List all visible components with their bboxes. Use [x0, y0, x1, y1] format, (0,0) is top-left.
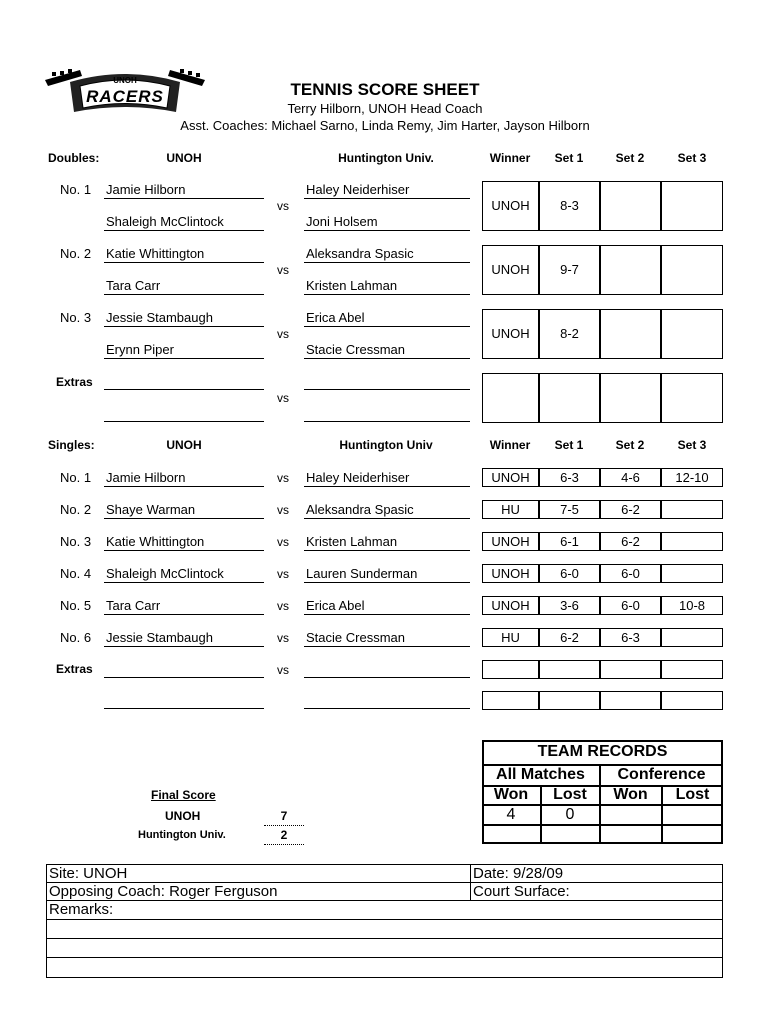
- vs-label: vs: [277, 631, 289, 645]
- row-number: No. 1: [60, 182, 92, 197]
- row-number: No. 1: [60, 470, 92, 485]
- player-unoh: Katie Whittington: [106, 534, 205, 549]
- vs-label: vs: [277, 391, 289, 405]
- all-won-value: 4: [506, 806, 516, 823]
- page-title: TENNIS SCORE SHEET: [290, 80, 480, 99]
- row-number: No. 3: [60, 534, 92, 549]
- conf-won-label: Won: [613, 786, 648, 803]
- vs-label: vs: [277, 471, 289, 485]
- set1-cell: 8-2: [560, 325, 579, 341]
- logo-text-top: UNOH: [113, 76, 137, 85]
- player-opp-b: Joni Holsem: [306, 214, 378, 229]
- opposing-coach-field: Opposing Coach: Roger Ferguson: [49, 883, 278, 900]
- vs-label: vs: [277, 503, 289, 517]
- conf-lost-label: Lost: [675, 786, 710, 803]
- winner-cell: UNOH: [491, 598, 530, 613]
- winner-cell: UNOH: [491, 261, 530, 277]
- row-number: No. 6: [60, 630, 92, 645]
- doubles-col-set1: Set 1: [554, 151, 584, 165]
- player-unoh: Shaye Warman: [106, 502, 196, 517]
- remarks-field: Remarks:: [49, 901, 114, 918]
- doubles-col-set2: Set 2: [615, 151, 645, 165]
- singles-col-set3: Set 3: [677, 438, 707, 452]
- singles-team2: Huntington Univ: [339, 438, 433, 452]
- set2-cell: 6-0: [621, 598, 640, 613]
- set1-cell: 6-1: [560, 534, 579, 549]
- player-opp: Kristen Lahman: [306, 534, 398, 549]
- player-unoh: Jamie Hilborn: [106, 470, 186, 485]
- winner-cell: UNOH: [491, 325, 530, 341]
- doubles-team1: UNOH: [166, 151, 202, 165]
- site-field: Site: UNOH: [49, 865, 128, 882]
- date-field: Date: 9/28/09: [473, 865, 564, 882]
- set1-cell: 6-0: [560, 566, 579, 581]
- row-number: No. 2: [60, 502, 92, 517]
- court-surface-field: Court Surface:: [473, 883, 570, 900]
- final-score2: 2: [280, 828, 288, 842]
- set1-cell: 6-2: [560, 630, 579, 645]
- winner-cell: HU: [501, 502, 520, 517]
- final-team2: Huntington Univ.: [138, 829, 226, 841]
- extras-label: Extras: [56, 375, 93, 389]
- doubles-col-winner: Winner: [489, 151, 531, 165]
- set2-cell: 6-2: [621, 534, 640, 549]
- player-opp: Aleksandra Spasic: [306, 502, 414, 517]
- player-opp-a: Erica Abel: [306, 310, 365, 325]
- vs-label: vs: [277, 535, 289, 549]
- logo-text-main: RACERS: [86, 87, 164, 106]
- row-number: No. 3: [60, 310, 92, 325]
- set1-cell: 9-7: [560, 261, 579, 277]
- player-unoh: Tara Carr: [106, 598, 161, 613]
- player-unoh: Shaleigh McClintock: [106, 566, 224, 581]
- winner-cell: UNOH: [491, 566, 530, 581]
- winner-cell: HU: [501, 630, 520, 645]
- head-coach: Terry Hilborn, UNOH Head Coach: [287, 101, 483, 116]
- doubles-label: Doubles:: [48, 151, 100, 165]
- set2-cell: 6-0: [621, 566, 640, 581]
- player-opp-a: Aleksandra Spasic: [306, 246, 414, 261]
- player-opp: Erica Abel: [306, 598, 365, 613]
- player-opp-b: Kristen Lahman: [306, 278, 398, 293]
- row-number: No. 4: [60, 566, 92, 581]
- set3-cell: 12-10: [675, 470, 709, 485]
- all-won-label: Won: [493, 786, 529, 803]
- singles-team1: UNOH: [166, 438, 202, 452]
- final-score1: 7: [280, 809, 288, 823]
- row-number: No. 5: [60, 598, 92, 613]
- row-number: No. 2: [60, 246, 92, 261]
- player-unoh-b: Erynn Piper: [106, 342, 174, 357]
- all-lost-label: Lost: [553, 786, 587, 803]
- singles-col-set2: Set 2: [615, 438, 645, 452]
- set2-cell: 6-2: [621, 502, 640, 517]
- set2-cell: 6-3: [621, 630, 640, 645]
- all-lost-value: 0: [565, 806, 575, 823]
- vs-label: vs: [277, 567, 289, 581]
- set1-cell: 3-6: [560, 598, 579, 613]
- player-opp: Stacie Cressman: [306, 630, 405, 645]
- singles-label: Singles:: [48, 438, 95, 452]
- winner-cell: UNOH: [491, 534, 530, 549]
- player-unoh-a: Katie Whittington: [106, 246, 205, 261]
- final-score-title: Final Score: [151, 788, 216, 802]
- player-opp-b: Stacie Cressman: [306, 342, 405, 357]
- vs-label: vs: [277, 263, 289, 277]
- doubles-team2: Huntington Univ.: [338, 151, 434, 165]
- player-opp: Lauren Sunderman: [306, 566, 418, 581]
- player-unoh: Jessie Stambaugh: [106, 630, 213, 645]
- set1-cell: 7-5: [560, 502, 579, 517]
- player-unoh-a: Jamie Hilborn: [106, 182, 186, 197]
- set2-cell: 4-6: [621, 470, 640, 485]
- asst-coaches: Asst. Coaches: Michael Sarno, Linda Remy, Jim Harter, Jayson Hilborn: [180, 118, 590, 133]
- all-matches-label: All Matches: [496, 766, 585, 783]
- player-unoh-b: Shaleigh McClintock: [106, 214, 224, 229]
- vs-label: vs: [277, 663, 289, 677]
- vs-label: vs: [277, 327, 289, 341]
- team-records-title: TEAM RECORDS: [537, 743, 668, 760]
- set3-cell: 10-8: [678, 598, 706, 613]
- winner-cell: UNOH: [491, 197, 530, 213]
- doubles-col-set3: Set 3: [677, 151, 707, 165]
- player-opp: Haley Neiderhiser: [306, 470, 410, 485]
- player-unoh-a: Jessie Stambaugh: [106, 310, 213, 325]
- player-opp-a: Haley Neiderhiser: [306, 182, 410, 197]
- singles-col-set1: Set 1: [554, 438, 584, 452]
- vs-label: vs: [277, 599, 289, 613]
- racers-logo: [40, 62, 210, 120]
- player-unoh-b: Tara Carr: [106, 278, 161, 293]
- conference-label: Conference: [617, 766, 706, 783]
- singles-col-winner: Winner: [489, 438, 531, 452]
- extras-label: Extras: [56, 662, 93, 676]
- set1-cell: 8-3: [560, 197, 579, 213]
- vs-label: vs: [277, 199, 289, 213]
- winner-cell: UNOH: [491, 470, 530, 485]
- final-team1: UNOH: [165, 809, 201, 823]
- set1-cell: 6-3: [560, 470, 579, 485]
